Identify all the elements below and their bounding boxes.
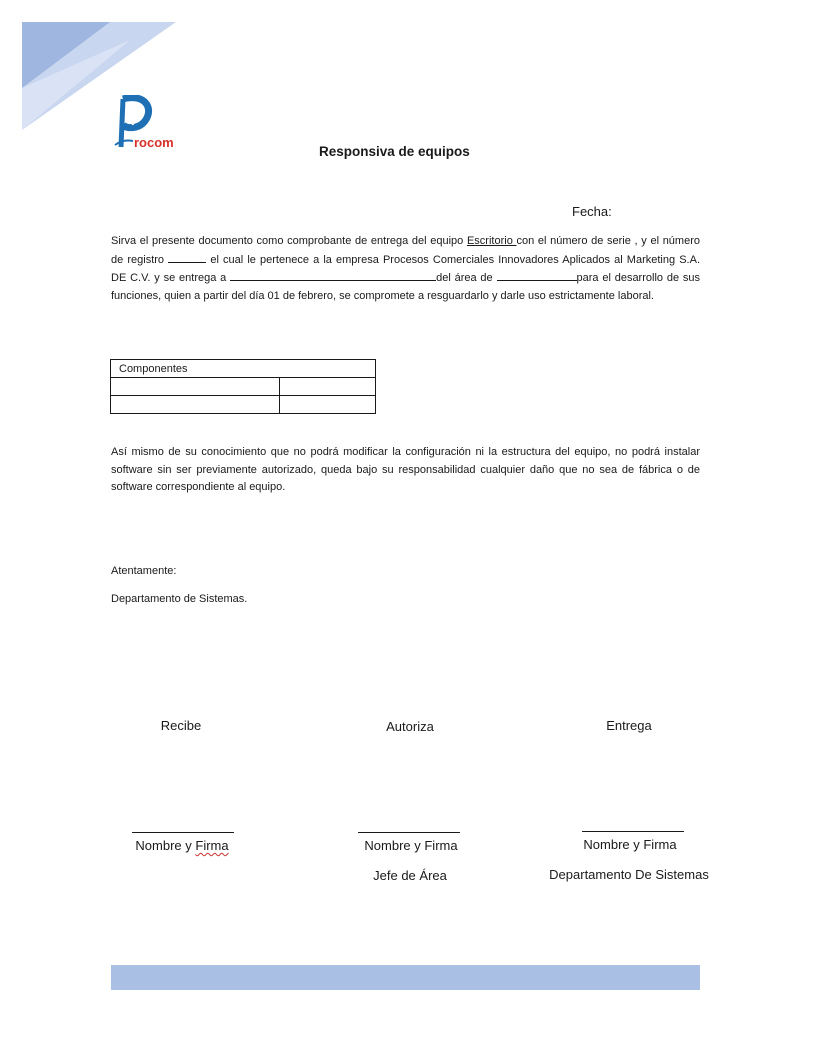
paragraph-text: para el desarrollo de sus funciones, quien a partir del día 01 de febrero, se compromete a resguardarlo y darle uso estrictamente laboral. xyxy=(111,272,700,302)
table-row xyxy=(111,378,376,396)
table-cell xyxy=(111,378,280,396)
table-cell xyxy=(280,396,376,414)
signature-name-autoriza: Nombre y Firma xyxy=(364,838,458,853)
signature-role-entrega: Entrega xyxy=(606,718,652,733)
signature-line-entrega xyxy=(582,831,684,832)
closing-department: Departamento de Sistemas. xyxy=(111,593,248,605)
signature-role-autoriza: Autoriza xyxy=(386,719,434,734)
table-cell xyxy=(280,378,376,396)
date-label: Fecha: xyxy=(572,204,612,219)
components-table xyxy=(110,359,376,414)
footer-bar xyxy=(111,965,700,990)
delivery-paragraph xyxy=(111,233,700,305)
closing-regards: Atentamente: xyxy=(111,565,177,577)
table-cell xyxy=(111,396,280,414)
company-logo xyxy=(113,95,185,153)
signature-name-recibe xyxy=(82,838,282,853)
signature-name-entrega: Nombre y Firma xyxy=(583,837,677,852)
table-row xyxy=(111,360,376,378)
signature-name-text-misspelled: Firma xyxy=(195,838,229,853)
signature-role-recibe: Recibe xyxy=(160,718,202,733)
registry-blank xyxy=(168,251,206,263)
svg-text:rocom: rocom xyxy=(134,135,174,150)
conditions-paragraph: Así mismo de su conocimiento que no podrá modificar la configuración ni la estructura del equipo, no podrá instalar software sin ser previamente autorizado, queda bajo su responsabilidad cualquier daño que no sea de fábrica o de software correspondiente al equipo. xyxy=(111,446,700,493)
paragraph-text: con el número de serie , y el número de registro xyxy=(111,235,700,266)
document-title: Responsiva de equipos xyxy=(319,144,470,159)
equipment-type: Escritorio xyxy=(466,235,517,247)
signature-title-autoriza: Jefe de Área xyxy=(373,868,447,883)
signature-line-autoriza xyxy=(358,832,460,833)
table-row xyxy=(111,396,376,414)
area-blank xyxy=(497,269,577,281)
paragraph-text: del área de xyxy=(436,272,497,284)
recipient-blank xyxy=(230,269,436,281)
signature-name-text: Nombre y xyxy=(135,838,196,853)
paragraph-text: el cual le pertenece a la empresa Procesos Comerciales Innovadores Aplicados al Marketing S.A. DE C.V. y se entrega a xyxy=(111,253,701,284)
paragraph-text: Sirva el presente documento como comprobante de entrega del equipo xyxy=(111,235,467,247)
signature-line-recibe xyxy=(132,832,234,833)
signature-title-entrega: Departamento De Sistemas xyxy=(549,867,709,882)
table-header-cell: Componentes xyxy=(111,360,376,378)
